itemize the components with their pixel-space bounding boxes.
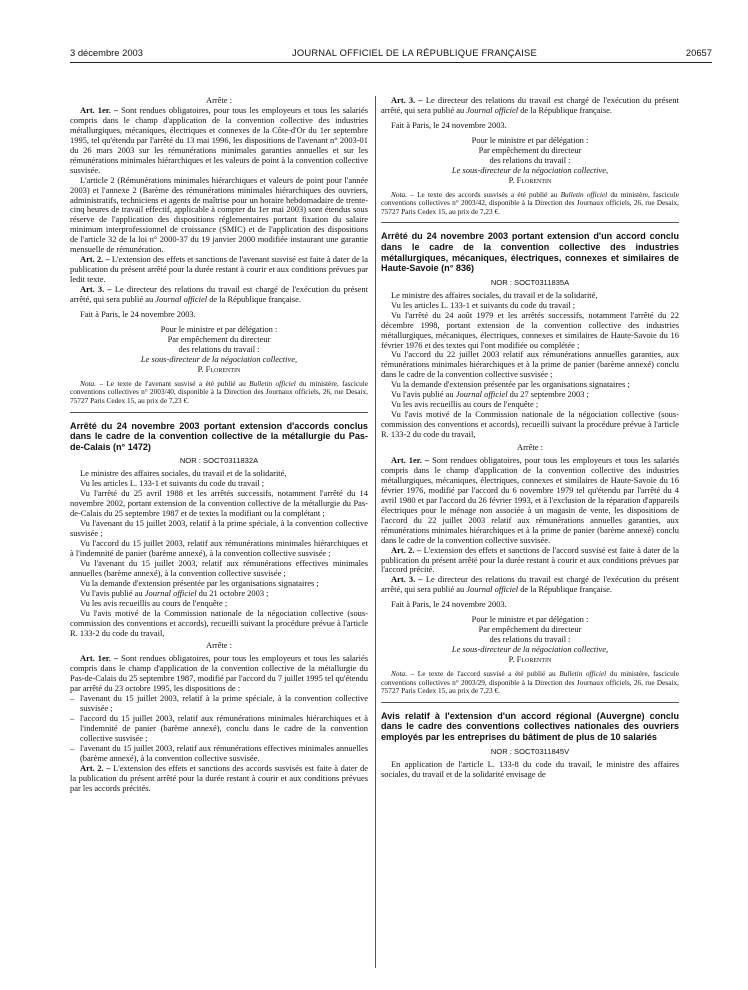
visa: Vu la demande d'extension présentée par les organisations signataires ; — [391, 379, 630, 390]
header-title: JOURNAL OFFICIEL DE LA RÉPUBLIQUE FRANÇAISE — [291, 47, 537, 58]
nor-reference: NOR : SOCT0311845V — [490, 746, 570, 756]
article-1: Art. 1er. – Sont rendues obligatoires, pour tous les employeurs et tous les salariés compris dans le champ d'application de la convention collective des industries métallurgiques, mécaniques, électriques, connexes et similaires de Haute-Savoie du 16 février 1976, modifié par l'accord du 6 novembre 1979 tel qu'étendu par l'arrêté du 4 avril 1980 et par l'accord du 26 février 1993, et à l'exclusion de la réparation d'appareils électriques pour le ménage non associée à un magasin de vente, les dispositions de l'accord du 22 juillet 2003 relatif aux rémunérations annuelles garanties, aux rémunérations minimales hiérarchiques et à la prime de panier (barème annexé) conclu dans le cadre de la convention collective susvisée. — [381, 454, 679, 545]
right-column — [381, 96, 679, 779]
list-item: – l'accord du 15 juillet 2003, relatif aux rémunérations minimales hiérarchiques et à l'indemnité de panier (barème annexé), conclu dans le cadre de la convention collective susvisée ; — [70, 714, 368, 744]
section-title: Arrêté du 24 novembre 2003 portant extension d'un accord conclu dans le cadre de la convention collective des industries métallurgiques, mécaniques, électriques, connexes et similaires de Haute-Savoie (n° 836) — [381, 231, 679, 274]
visa: Vu l'avis motivé de la Commission nationale de la négociation collective (sous-commission des conventions et accords), recueilli suivant la procédure prévue à l'article R. 133-2 du code du travail, — [70, 607, 368, 638]
column-divider — [375, 96, 376, 968]
section-title: Arrêté du 24 novembre 2003 portant extension d'accords conclus dans le cadre de la convention collective de la métallurgie du Pas-de-Calais (n° 1472) — [70, 420, 368, 452]
visa: Vu l'avis publié au Journal officiel du 21 octobre 2003 ; — [80, 587, 269, 598]
avis-text: En application de l'article L. 133-8 du code du travail, le ministre des affaires sociales, du travail et de la solidarité envisage de — [381, 758, 679, 779]
arrete-heading: Arrête : — [205, 95, 232, 105]
article-1: Art. 1er. – Sont rendues obligatoires, pour tous les employeurs et tous les salariés compris dans le champ d'application de la convention collective de la métallurgie du Pas-de-Calais du 25 septembre 1987, modifié par l'accord du 7 juillet 1995 tel qu'étendu par arrêté du 23 octobre 1995, les dispositions de : — [70, 653, 368, 694]
header-page-number: 20657 — [685, 47, 712, 58]
section-rule — [70, 412, 368, 413]
signature-block: Pour le ministre et par délégation : Par empêchement du directeur des relations du travail : Le sous-directeur de la négociation collective, P. Florentin — [451, 614, 609, 665]
article-1: Art. 1er. – Sont rendues obligatoires, pour tous les employeurs et tous les salariés compris dans le champ d'application de la convention collective des industries métallurgiques, mécaniques, électriques et connexes de la Côte-d'Or du 1er septembre 1995, tel qu'étendu par l'arrêté du 13 mai 1996, les dispositions de l'avenant n° 2003-01 du 26 mars 2003 sur les rémunérations minimales garanties annuelles et sur les rémunérations minimales hiérarchiques et les valeurs de point à la convention collective susvisée. — [70, 104, 368, 175]
article-2: Art. 2. – L'extension des effets et sanctions de l'accord susvisé est faite à dater de la publication du présent arrêté pour la durée restant à courir et aux conditions prévues par l'accord précité. — [381, 544, 680, 575]
article-2: Art. 2. – L'extension des effets et sanctions des accords susvisés est faite à dater de la publication du présent arrêté pour la durée restant à courir et aux conditions prévues par les accords précités. — [70, 762, 369, 793]
visa: Vu l'arrêté du 24 août 1979 et les arrêtés successifs, notamment l'arrêté du 22 décembre 1998, portant extension de la convention collective des industries métallurgiques, mécaniques, électriques, connexes et similaires de Haute-Savoie du 16 février 1976 et des textes qui l'ont modifiée ou complétée ; — [381, 309, 679, 350]
visa: Vu l'avis motivé de la Commission nationale de la négociation collective (sous-commission des conventions et accords), recueilli suivant la procédure prévue à l'article R. 133-2 du code du travail, — [381, 409, 679, 440]
header-date: 3 décembre 2003 — [70, 47, 143, 58]
nor-reference: NOR : SOCT0311835A — [490, 277, 570, 287]
article-label: Art. 1er. – — [391, 454, 430, 465]
visa: Vu les articles L. 133-1 et suivants du code du travail ; — [80, 478, 265, 489]
article-label: Art. 1er. – — [80, 104, 119, 115]
visa: Vu les avis recueillis au cours de l'enquête ; — [80, 597, 228, 608]
nota: Nota. – Le texte de l'accord susvisé a été publié au Bulletin officiel du ministère, fascicule conventions collectives n° 2003/29, disponible à la Direction des Journaux officiels, 26, rue Desaix, 75727 Paris Cedex 15, au prix de 7,23 €. — [381, 669, 680, 696]
article-2: Art. 2. – L'extension des effets et sanctions de l'avenant susvisé est faite à dater de la publication du présent arrêté pour la durée restant à courir et aux conditions prévues par ledit texte. — [70, 254, 369, 285]
article-3: Art. 3. – Le directeur des relations du travail est chargé de l'exécution du présent arrêté, qui sera publié au Journal officiel de la République française. — [381, 95, 679, 115]
page-header — [70, 47, 712, 63]
left-column — [70, 96, 368, 794]
section-title: Avis relatif à l'extension d'un accord régional (Auvergne) conclu dans le cadre des conventions collectives nationales des ouvriers employés par les entreprises du bâtiment de plus de 10 salariés — [381, 710, 679, 743]
visa: Vu les articles L. 133-1 et suivants du code du travail ; — [391, 299, 576, 310]
visa: Le ministre des affaires sociales, du travail et de la solidarité, — [80, 468, 287, 479]
nor-reference: NOR : SOCT0311832A — [179, 456, 259, 466]
fait-a-paris: Fait à Paris, le 24 novembre 2003. — [391, 119, 507, 130]
fait-a-paris: Fait à Paris, le 24 novembre 2003. — [391, 599, 507, 610]
list-item: – l'avenant du 15 juillet 2003, relatif aux rémunérations effectives minimales annuelles (barème annexé), à la convention collective susvisée. — [70, 744, 368, 764]
visa: Vu la demande d'extension présentée par les organisations signataires ; — [80, 577, 319, 588]
section-rule — [381, 702, 679, 703]
provision-list — [70, 694, 368, 764]
fait-a-paris: Fait à Paris, le 24 novembre 2003. — [80, 309, 196, 320]
article-3: Art. 3. – Le directeur des relations du travail est chargé de l'exécution du présent arrêté, qui sera publié au Journal officiel de la République française. — [381, 574, 679, 595]
nota: Nota. – Le texte de l'avenant susvisé a été publié au Bulletin officiel du ministère, fascicule conventions collectives n° 2003/40, disponible à la Direction des Journaux officiels, 26, rue Desaix, 75727 Paris Cedex 15, au prix de 7,23 €. — [70, 378, 369, 405]
article-label: Art. 1er. – — [80, 653, 119, 664]
article-label: Art. 2. – — [391, 544, 422, 555]
signature-block: Pour le ministre et par délégation : Par empêchement du directeur des relations du travail : Le sous-directeur de la négociation collective, P. Florentin — [451, 134, 609, 185]
list-item: – l'avenant du 15 juillet 2003, relatif à la prime spéciale, à la convention collective susvisée ; — [70, 694, 368, 714]
visa: Vu l'accord du 22 juillet 2003 relatif aux rémunérations annuelles garanties, aux rémunérations minimales hiérarchiques et à la prime de panier (barème annexé) conclu dans le cadre de la convention collective susvisée ; — [381, 349, 679, 380]
visa: Vu l'avis publié au Journal officiel du 27 septembre 2003 ; — [391, 389, 589, 400]
section-rule — [381, 222, 679, 223]
visa: Le ministre des affaires sociales, du travail et de la solidarité, — [391, 289, 598, 300]
article-3: Art. 3. – Le directeur des relations du travail est chargé de l'exécution du présent arrêté, qui sera publié au Journal officiel de la République française. — [70, 284, 368, 305]
nota: Nota. – Le texte des accords susvisés a été publié au Bulletin officiel du ministère, fascicule conventions collectives n° 2003/42, disponible à la Direction des Journaux officiels, 26, rue Desaix, 75727 Paris Cedex 15, au prix de 7,23 €. — [381, 189, 679, 216]
signature-block: Pour le ministre et par délégation : Par empêchement du directeur des relations du travail : Le sous-directeur de la négociation collective, P. Florentin — [140, 323, 298, 374]
article-label: Art. 3. – — [80, 284, 112, 295]
visa: Vu l'arrêté du 25 avril 1988 et les arrêtés successifs, notamment l'arrêté du 14 novembre 2002, portant extension de la convention collective de la métallurgie du Pas-de-Calais du 25 septembre 1987 et de textes la modifiant ou la complétant ; — [70, 488, 368, 519]
arrete-heading: Arrête : — [516, 442, 543, 453]
article-label: Art. 2. – — [80, 762, 111, 773]
visa: Vu l'avenant du 15 juillet 2003, relatif à la prime spéciale, à la convention collective susvisée ; — [70, 518, 368, 538]
article-label: Art. 3. – — [391, 574, 423, 585]
arrete-heading: Arrête : — [205, 640, 232, 651]
visa: Vu l'accord du 15 juillet 2003, relatif aux rémunérations minimales hiérarchiques et à l'indemnité de panier (barème annexé), à la convention collective susvisée ; — [70, 537, 368, 558]
article-label: Art. 2. – — [80, 254, 110, 265]
article-1-paragraph-2: L'article 2 (Rémunérations minimales hiérarchiques et valeurs de point pour l'année 2003) et l'annexe 2 (Barème des rémunérations minimales hiérarchiques des ouvriers, administratifs, techniciens et agents de maîtrise pour un horaire hebdomadaire de trente-cinq heures de travail effectif, applicable à compter du 1er mai 2003) sont étendus sous réserve de l'application des dispositions réglementaires portant fixation du salaire minimum interprofessionnel de croissance (SMIC) et de l'application des dispositions de l'article 32 de la loi n° 2000-37 du 19 janvier 2000 modifiée instaurant une garantie mensuelle de rémunération. — [70, 174, 369, 255]
visa: Vu les avis recueillis au cours de l'enquête ; — [391, 399, 539, 410]
article-label: Art. 3. – — [391, 95, 423, 105]
visa: Vu l'avenant du 15 juillet 2003, relatif aux rémunérations effectives minimales annuelles (barème annexé), à la convention collective susvisée ; — [70, 557, 368, 578]
